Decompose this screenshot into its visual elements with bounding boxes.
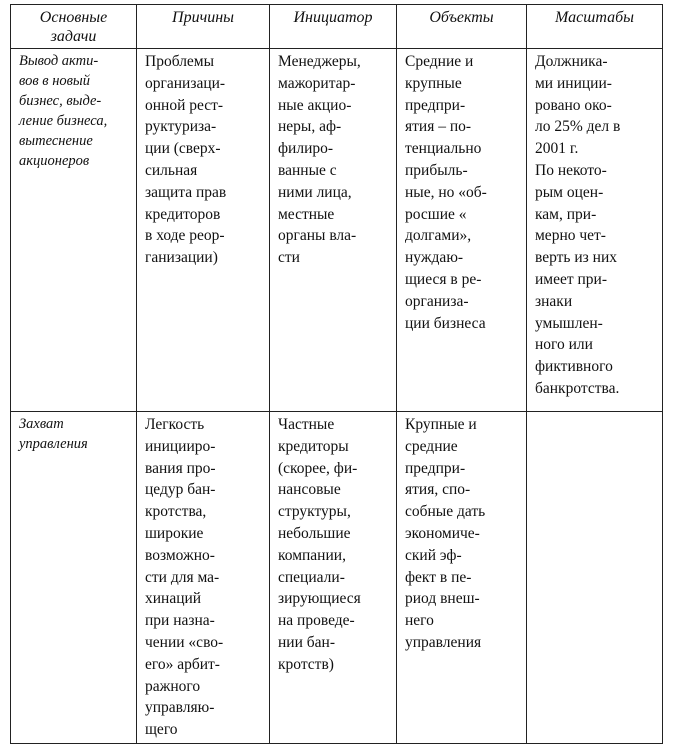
cell-text-line: неры, аф- — [278, 118, 342, 136]
cell-text-line: при назна- — [145, 612, 215, 630]
cell-text-line: (скорее, фи- — [278, 459, 358, 477]
table-row — [11, 412, 663, 744]
cell-text-line: возможно- — [145, 546, 215, 564]
cell-text-line: средние — [405, 437, 458, 455]
cell-text-line: ними лица, — [278, 183, 352, 201]
cell-text-line: Крупные и — [405, 416, 477, 433]
cell-text-line: кротств) — [278, 655, 334, 673]
cell-text-line: банкротства. — [535, 379, 620, 397]
cell-text-line: ции бизнеса — [405, 314, 486, 332]
cell-text-line: управления — [405, 633, 482, 651]
cell-text-line: компании, — [278, 546, 346, 564]
cell-text-line: Средние и — [405, 53, 474, 70]
cell-text-line: на проведе- — [278, 612, 355, 630]
header-text: Масштабы — [555, 9, 634, 26]
cell-text-line: акционеров — [19, 153, 90, 169]
cell-text-line: специали- — [278, 568, 345, 586]
cell-text-line: ные акцио- — [278, 96, 352, 114]
cell-text-line: зирующиеся — [278, 590, 361, 608]
cell-text-line: ми иниции- — [535, 74, 612, 92]
cell-text-line: Должника- — [535, 53, 608, 70]
cell-reasons — [137, 412, 270, 744]
cell-text-line: Частные — [278, 416, 335, 433]
header-text: Инициатор — [293, 9, 373, 26]
cell-text-line: вов в новый — [19, 73, 90, 89]
cell-text-line: ганизации) — [145, 249, 218, 267]
cell-text-line: умышлен- — [535, 314, 603, 332]
cell-text-line: верть из них — [535, 249, 618, 267]
cell-text-line: местные — [278, 205, 335, 223]
header-row — [11, 5, 663, 49]
cell-scale — [527, 49, 663, 412]
cell-text-line: управляю- — [145, 699, 215, 717]
cell-text-line: организаци- — [145, 74, 226, 92]
cell-text-line: имеет при- — [535, 270, 608, 288]
cell-objects — [397, 412, 527, 744]
cell-text-line: управления — [19, 436, 88, 452]
header-text: задачи — [50, 28, 97, 45]
cell-text-line: ский эф- — [405, 546, 462, 564]
cell-scale — [527, 412, 663, 744]
cell-text-line: прибыль- — [405, 161, 468, 179]
cell-text-line: организа- — [405, 292, 469, 310]
cell-text-line: вания про- — [145, 459, 216, 477]
cell-text-line: Легкость — [145, 416, 205, 433]
cell-text-line: росшие « — [405, 205, 467, 223]
cell-reasons — [137, 49, 270, 412]
cell-text-line: мерно чет- — [535, 227, 606, 245]
cell-text-line: чении «сво- — [145, 633, 224, 651]
cell-text-line: щиеся в ре- — [405, 270, 482, 288]
cell-text-line: экономиче- — [405, 524, 480, 542]
cell-text-line: органы вла- — [278, 227, 357, 245]
cell-text-line: предпри- — [405, 459, 466, 477]
cell-text-line: ции (сверх- — [145, 140, 221, 158]
cell-text-line: тенциально — [405, 140, 482, 158]
cell-text-line: Проблемы — [145, 53, 215, 70]
header-scale — [527, 5, 663, 49]
cell-text-line: сти — [278, 249, 300, 267]
cell-text-line: ражного — [145, 677, 201, 695]
cell-text-line: риод внеш- — [405, 590, 480, 608]
cell-text-line: кам, при- — [535, 205, 597, 223]
cell-text-line: филиро- — [278, 140, 334, 158]
cell-text-line: онной рест- — [145, 96, 224, 114]
cell-text-line: кредиторы — [278, 437, 349, 455]
cell-text-line: вытеснение — [19, 133, 93, 149]
cell-text-line: щего — [145, 721, 178, 739]
cell-text-line: цедур бан- — [145, 481, 216, 499]
header-text: Основные — [39, 9, 108, 26]
cell-text-line: По некото- — [535, 161, 607, 179]
cell-text-line: фект в пе- — [405, 568, 472, 586]
cell-text-line: его» арбит- — [145, 655, 220, 673]
cell-text-line: ятия – по- — [405, 118, 472, 136]
cell-text-line: рым оцен- — [535, 183, 604, 201]
cell-text-line: нансовые — [278, 481, 341, 499]
header-text: Объекты — [429, 9, 494, 26]
cell-text-line: мажоритар- — [278, 74, 356, 92]
cell-text-line: руктуриза- — [145, 118, 217, 136]
cell-text-line: ванные с — [278, 161, 337, 179]
cell-text-line: иницииро- — [145, 437, 216, 455]
header-text: Причины — [172, 9, 234, 26]
header-main-tasks — [11, 5, 137, 49]
cell-text-line: кротства, — [145, 503, 207, 521]
cell-text-line: бизнес, выде- — [19, 93, 102, 109]
cell-task — [11, 412, 137, 744]
cell-text-line: широкие — [145, 524, 204, 542]
cell-text-line: Вывод акти- — [19, 53, 99, 69]
cell-text-line: собные дать — [405, 503, 486, 521]
cell-text-line: Захват — [19, 416, 64, 432]
cell-text-line: знаки — [535, 292, 573, 310]
cell-objects — [397, 49, 527, 412]
cell-initiator — [270, 49, 397, 412]
table-row — [11, 49, 663, 412]
cell-text-line: сти для ма- — [145, 568, 220, 586]
cell-initiator — [270, 412, 397, 744]
cell-text-line: нии бан- — [278, 633, 335, 651]
cell-text-line: структуры, — [278, 503, 351, 521]
cell-text-line: ятия, спо- — [405, 481, 471, 499]
cell-text-line: Менеджеры, — [278, 53, 361, 70]
cell-text-line: крупные — [405, 74, 462, 92]
cell-text-line: небольшие — [278, 524, 351, 542]
cell-text-line: ного или — [535, 336, 593, 354]
cell-text-line: кредиторов — [145, 205, 221, 223]
cell-text-line: фиктивного — [535, 358, 613, 376]
cell-text-line: защита прав — [145, 183, 227, 201]
cell-text-line: долгами», — [405, 227, 472, 245]
header-reasons — [137, 5, 270, 49]
bankruptcy-table — [10, 4, 663, 744]
cell-text-line: нуждаю- — [405, 249, 464, 267]
cell-text-line: хинаций — [145, 590, 202, 608]
cell-text-line: него — [405, 612, 434, 630]
cell-text-line: 2001 г. — [535, 140, 579, 158]
cell-text-line: предпри- — [405, 96, 466, 114]
cell-text-line: ровано око- — [535, 96, 612, 114]
header-initiator — [270, 5, 397, 49]
cell-text-line: ло 25% дел в — [535, 118, 621, 136]
cell-task — [11, 49, 137, 412]
header-objects — [397, 5, 527, 49]
cell-text-line: ление бизнеса, — [19, 113, 108, 129]
cell-text-line: в ходе реор- — [145, 227, 225, 245]
cell-text-line: ные, но «об- — [405, 183, 487, 201]
cell-text-line: сильная — [145, 161, 198, 179]
